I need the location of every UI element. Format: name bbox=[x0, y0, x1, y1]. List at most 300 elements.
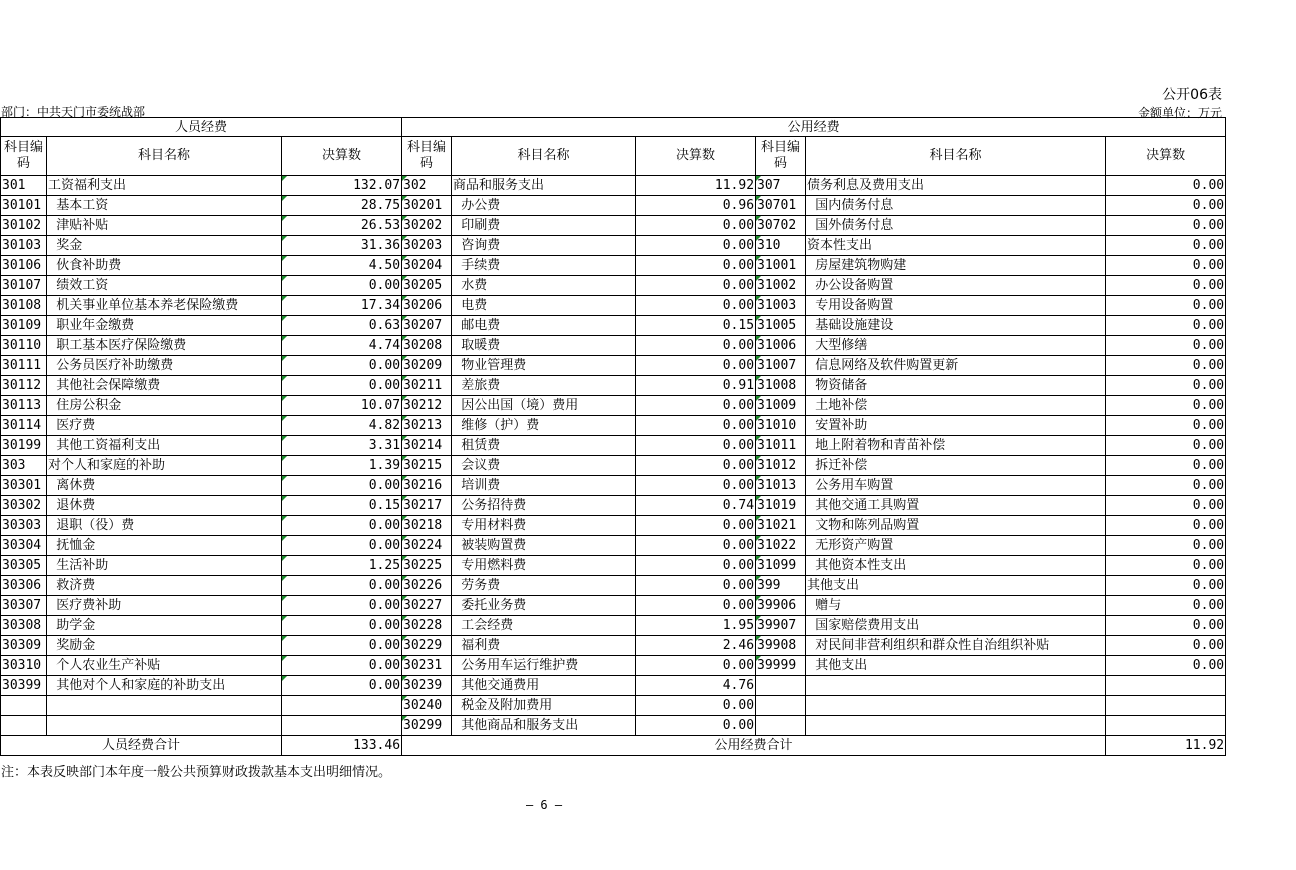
cell-code: 30107 bbox=[1, 276, 47, 296]
cell-name: 个人农业生产补贴 bbox=[47, 656, 282, 676]
cell-code: 30228 bbox=[402, 616, 452, 636]
cell-name: 印刷费 bbox=[452, 216, 636, 236]
cell-name: 专用设备购置 bbox=[806, 296, 1106, 316]
cell-name: 税金及附加费用 bbox=[452, 696, 636, 716]
cell-name: 其他支出 bbox=[806, 576, 1106, 596]
cell-name: 退休费 bbox=[47, 496, 282, 516]
cell-code: 30307 bbox=[1, 596, 47, 616]
col-name-header: 科目名称 bbox=[806, 137, 1106, 176]
cell-amount: 0.15 bbox=[282, 496, 402, 516]
cell-amount: 0.00 bbox=[1106, 476, 1226, 496]
personnel-total-value: 133.46 bbox=[282, 736, 402, 756]
table-row bbox=[1, 216, 1226, 236]
table-row bbox=[1, 696, 1226, 716]
cell-code: 30110 bbox=[1, 336, 47, 356]
cell-code: 31011 bbox=[756, 436, 806, 456]
cell-amount: 0.00 bbox=[1106, 316, 1226, 336]
cell-amount: 0.00 bbox=[282, 676, 402, 696]
cell-code: 31013 bbox=[756, 476, 806, 496]
cell-name: 取暖费 bbox=[452, 336, 636, 356]
cell-code: 30702 bbox=[756, 216, 806, 236]
cell-amount: 0.00 bbox=[636, 516, 756, 536]
cell-amount: 0.00 bbox=[1106, 436, 1226, 456]
cell-code: 30225 bbox=[402, 556, 452, 576]
department-label: 部门：中共天门市委统战部 bbox=[1, 105, 146, 119]
cell-code: 39999 bbox=[756, 656, 806, 676]
cell-name: 津贴补贴 bbox=[47, 216, 282, 236]
cell-amount: 31.36 bbox=[282, 236, 402, 256]
cell-code: 30299 bbox=[402, 716, 452, 736]
cell-name: 基础设施建设 bbox=[806, 316, 1106, 336]
cell-amount: 0.00 bbox=[1106, 656, 1226, 676]
cell-code: 301 bbox=[1, 176, 47, 196]
cell-amount: 0.00 bbox=[282, 356, 402, 376]
cell-name bbox=[806, 676, 1106, 696]
cell-amount bbox=[1106, 676, 1226, 696]
cell-code: 303 bbox=[1, 456, 47, 476]
col-code-header: 科目编码 bbox=[402, 137, 452, 176]
cell-amount: 0.00 bbox=[636, 476, 756, 496]
table-row bbox=[1, 556, 1226, 576]
cell-amount: 0.00 bbox=[1106, 216, 1226, 236]
cell-amount: 0.00 bbox=[1106, 276, 1226, 296]
cell-name: 国家赔偿费用支出 bbox=[806, 616, 1106, 636]
cell-amount: 0.00 bbox=[1106, 456, 1226, 476]
cell-code: 30214 bbox=[402, 436, 452, 456]
cell-amount: 1.25 bbox=[282, 556, 402, 576]
cell-amount: 0.00 bbox=[1106, 196, 1226, 216]
cell-code: 30224 bbox=[402, 536, 452, 556]
cell-code: 31005 bbox=[756, 316, 806, 336]
cell-code: 30309 bbox=[1, 636, 47, 656]
cell-code: 30199 bbox=[1, 436, 47, 456]
cell-name: 维修（护）费 bbox=[452, 416, 636, 436]
cell-amount: 0.00 bbox=[636, 716, 756, 736]
cell-code: 30101 bbox=[1, 196, 47, 216]
cell-code: 31008 bbox=[756, 376, 806, 396]
cell-name: 水费 bbox=[452, 276, 636, 296]
cell-code: 31099 bbox=[756, 556, 806, 576]
cell-amount: 0.15 bbox=[636, 316, 756, 336]
cell-amount: 0.00 bbox=[636, 456, 756, 476]
cell-name: 公务用车运行维护费 bbox=[452, 656, 636, 676]
cell-code: 30301 bbox=[1, 476, 47, 496]
col-code-header: 科目编码 bbox=[1, 137, 47, 176]
cell-name bbox=[47, 696, 282, 716]
cell-code: 30303 bbox=[1, 516, 47, 536]
table-row bbox=[1, 436, 1226, 456]
public-total-label: 公用经费合计 bbox=[402, 736, 1106, 756]
cell-name: 培训费 bbox=[452, 476, 636, 496]
cell-name: 会议费 bbox=[452, 456, 636, 476]
cell-amount: 0.00 bbox=[636, 336, 756, 356]
cell-amount: 0.00 bbox=[1106, 616, 1226, 636]
cell-amount: 0.00 bbox=[282, 636, 402, 656]
cell-code: 39908 bbox=[756, 636, 806, 656]
cell-name: 安置补助 bbox=[806, 416, 1106, 436]
cell-name: 物资储备 bbox=[806, 376, 1106, 396]
totals-row bbox=[1, 736, 1226, 756]
cell-amount: 0.00 bbox=[1106, 596, 1226, 616]
cell-name: 对民间非营利组织和群众性自治组织补贴 bbox=[806, 636, 1106, 656]
cell-code: 30202 bbox=[402, 216, 452, 236]
cell-amount: 0.00 bbox=[282, 516, 402, 536]
cell-amount: 0.00 bbox=[636, 416, 756, 436]
cell-name: 赠与 bbox=[806, 596, 1106, 616]
personnel-total-label: 人员经费合计 bbox=[1, 736, 282, 756]
table-row bbox=[1, 356, 1226, 376]
cell-code: 307 bbox=[756, 176, 806, 196]
expenditure-table bbox=[0, 117, 1226, 756]
cell-code: 30113 bbox=[1, 396, 47, 416]
cell-code: 30226 bbox=[402, 576, 452, 596]
cell-name: 其他对个人和家庭的补助支出 bbox=[47, 676, 282, 696]
table-row bbox=[1, 516, 1226, 536]
col-amount-header: 决算数 bbox=[282, 137, 402, 176]
table-row bbox=[1, 496, 1226, 516]
cell-amount: 132.07 bbox=[282, 176, 402, 196]
cell-name: 房屋建筑物购建 bbox=[806, 256, 1106, 276]
cell-name: 基本工资 bbox=[47, 196, 282, 216]
cell-name bbox=[47, 716, 282, 736]
cell-code: 30240 bbox=[402, 696, 452, 716]
cell-code: 30229 bbox=[402, 636, 452, 656]
cell-amount: 0.91 bbox=[636, 376, 756, 396]
cell-amount: 26.53 bbox=[282, 216, 402, 236]
cell-name bbox=[806, 696, 1106, 716]
cell-name: 工资福利支出 bbox=[47, 176, 282, 196]
table-row bbox=[1, 236, 1226, 256]
cell-name: 信息网络及软件购置更新 bbox=[806, 356, 1106, 376]
cell-name: 公务员医疗补助缴费 bbox=[47, 356, 282, 376]
col-name-header: 科目名称 bbox=[47, 137, 282, 176]
cell-amount: 0.00 bbox=[1106, 636, 1226, 656]
cell-code: 30217 bbox=[402, 496, 452, 516]
cell-amount: 0.00 bbox=[1106, 176, 1226, 196]
cell-code: 30206 bbox=[402, 296, 452, 316]
cell-name: 抚恤金 bbox=[47, 536, 282, 556]
col-amount-header: 决算数 bbox=[1106, 137, 1226, 176]
table-row bbox=[1, 636, 1226, 656]
cell-amount: 0.00 bbox=[636, 656, 756, 676]
cell-name: 咨询费 bbox=[452, 236, 636, 256]
table-row bbox=[1, 396, 1226, 416]
cell-code: 39906 bbox=[756, 596, 806, 616]
table-row bbox=[1, 676, 1226, 696]
amount-unit-label: 金额单位：万元 bbox=[1137, 106, 1222, 120]
cell-name: 工会经费 bbox=[452, 616, 636, 636]
col-amount-header: 决算数 bbox=[636, 137, 756, 176]
page-number: — 6 — bbox=[525, 798, 563, 812]
cell-name: 对个人和家庭的补助 bbox=[47, 456, 282, 476]
cell-name: 住房公积金 bbox=[47, 396, 282, 416]
cell-code: 30109 bbox=[1, 316, 47, 336]
cell-name: 电费 bbox=[452, 296, 636, 316]
cell-amount: 0.00 bbox=[1106, 296, 1226, 316]
cell-code bbox=[1, 696, 47, 716]
table-row bbox=[1, 296, 1226, 316]
cell-name: 办公费 bbox=[452, 196, 636, 216]
table-row bbox=[1, 536, 1226, 556]
cell-code: 30208 bbox=[402, 336, 452, 356]
cell-code: 30239 bbox=[402, 676, 452, 696]
cell-amount: 4.76 bbox=[636, 676, 756, 696]
cell-amount: 17.34 bbox=[282, 296, 402, 316]
cell-code bbox=[756, 696, 806, 716]
cell-name: 其他社会保障缴费 bbox=[47, 376, 282, 396]
table-row bbox=[1, 656, 1226, 676]
cell-name: 物业管理费 bbox=[452, 356, 636, 376]
cell-code: 30103 bbox=[1, 236, 47, 256]
cell-amount: 0.00 bbox=[636, 236, 756, 256]
cell-code bbox=[1, 716, 47, 736]
cell-name: 机关事业单位基本养老保险缴费 bbox=[47, 296, 282, 316]
cell-amount: 0.00 bbox=[1106, 356, 1226, 376]
cell-amount bbox=[1106, 696, 1226, 716]
cell-amount: 1.95 bbox=[636, 616, 756, 636]
cell-code: 30215 bbox=[402, 456, 452, 476]
cell-code: 30212 bbox=[402, 396, 452, 416]
cell-code: 302 bbox=[402, 176, 452, 196]
table-row bbox=[1, 276, 1226, 296]
cell-name: 伙食补助费 bbox=[47, 256, 282, 276]
cell-code: 30204 bbox=[402, 256, 452, 276]
cell-code: 31022 bbox=[756, 536, 806, 556]
cell-code: 30701 bbox=[756, 196, 806, 216]
cell-name: 拆迁补偿 bbox=[806, 456, 1106, 476]
cell-amount: 0.00 bbox=[282, 376, 402, 396]
cell-amount: 0.00 bbox=[636, 436, 756, 456]
cell-amount: 0.00 bbox=[636, 356, 756, 376]
cell-amount: 0.00 bbox=[636, 696, 756, 716]
cell-name: 租赁费 bbox=[452, 436, 636, 456]
cell-code: 31001 bbox=[756, 256, 806, 276]
cell-code: 31006 bbox=[756, 336, 806, 356]
cell-amount: 0.00 bbox=[1106, 536, 1226, 556]
cell-name: 公务招待费 bbox=[452, 496, 636, 516]
cell-name: 医疗费补助 bbox=[47, 596, 282, 616]
cell-code: 30106 bbox=[1, 256, 47, 276]
cell-code: 30213 bbox=[402, 416, 452, 436]
cell-amount: 0.00 bbox=[636, 576, 756, 596]
cell-code: 30112 bbox=[1, 376, 47, 396]
cell-name: 国外债务付息 bbox=[806, 216, 1106, 236]
cell-code: 30304 bbox=[1, 536, 47, 556]
cell-amount: 0.00 bbox=[636, 216, 756, 236]
cell-amount: 4.82 bbox=[282, 416, 402, 436]
cell-amount: 0.00 bbox=[1106, 496, 1226, 516]
cell-code: 30218 bbox=[402, 516, 452, 536]
cell-code bbox=[756, 676, 806, 696]
cell-amount: 0.00 bbox=[1106, 396, 1226, 416]
cell-name: 生活补助 bbox=[47, 556, 282, 576]
cell-code: 30108 bbox=[1, 296, 47, 316]
cell-name: 专用燃料费 bbox=[452, 556, 636, 576]
cell-amount: 2.46 bbox=[636, 636, 756, 656]
cell-name: 职业年金缴费 bbox=[47, 316, 282, 336]
cell-code: 31009 bbox=[756, 396, 806, 416]
cell-name: 差旅费 bbox=[452, 376, 636, 396]
cell-amount: 0.96 bbox=[636, 196, 756, 216]
cell-code: 31002 bbox=[756, 276, 806, 296]
cell-name: 文物和陈列品购置 bbox=[806, 516, 1106, 536]
cell-code: 39907 bbox=[756, 616, 806, 636]
cell-code: 30201 bbox=[402, 196, 452, 216]
cell-amount: 0.00 bbox=[1106, 236, 1226, 256]
cell-name: 其他资本性支出 bbox=[806, 556, 1106, 576]
cell-code: 30216 bbox=[402, 476, 452, 496]
cell-amount: 0.00 bbox=[1106, 576, 1226, 596]
cell-amount: 0.00 bbox=[636, 596, 756, 616]
cell-amount: 0.00 bbox=[282, 656, 402, 676]
table-row bbox=[1, 616, 1226, 636]
cell-amount: 0.00 bbox=[282, 596, 402, 616]
cell-name bbox=[806, 716, 1106, 736]
cell-code: 30205 bbox=[402, 276, 452, 296]
cell-name: 离休费 bbox=[47, 476, 282, 496]
cell-amount: 0.00 bbox=[636, 296, 756, 316]
cell-amount: 0.00 bbox=[636, 556, 756, 576]
cell-amount: 0.00 bbox=[1106, 336, 1226, 356]
section-personnel-header: 人员经费 bbox=[1, 118, 402, 137]
cell-amount: 0.00 bbox=[282, 536, 402, 556]
cell-code: 31021 bbox=[756, 516, 806, 536]
cell-code: 30227 bbox=[402, 596, 452, 616]
cell-name: 地上附着物和青苗补偿 bbox=[806, 436, 1106, 456]
cell-amount: 0.00 bbox=[1106, 416, 1226, 436]
cell-amount: 0.00 bbox=[636, 276, 756, 296]
cell-amount: 10.07 bbox=[282, 396, 402, 416]
cell-code: 31010 bbox=[756, 416, 806, 436]
cell-code: 30306 bbox=[1, 576, 47, 596]
cell-code: 30310 bbox=[1, 656, 47, 676]
cell-code: 30209 bbox=[402, 356, 452, 376]
cell-name: 债务利息及费用支出 bbox=[806, 176, 1106, 196]
cell-amount: 11.92 bbox=[636, 176, 756, 196]
cell-name: 其他支出 bbox=[806, 656, 1106, 676]
cell-name: 土地补偿 bbox=[806, 396, 1106, 416]
cell-code bbox=[756, 716, 806, 736]
cell-amount: 1.39 bbox=[282, 456, 402, 476]
cell-amount: 0.00 bbox=[282, 616, 402, 636]
table-row bbox=[1, 256, 1226, 276]
cell-name: 其他交通费用 bbox=[452, 676, 636, 696]
cell-amount: 0.74 bbox=[636, 496, 756, 516]
cell-name: 资本性支出 bbox=[806, 236, 1106, 256]
cell-code: 30102 bbox=[1, 216, 47, 236]
cell-amount: 0.00 bbox=[636, 536, 756, 556]
cell-code: 30308 bbox=[1, 616, 47, 636]
public-total-value: 11.92 bbox=[1106, 736, 1226, 756]
table-note: 注：本表反映部门本年度一般公共预算财政拨款基本支出明细情况。 bbox=[1, 765, 392, 780]
cell-name: 其他交通工具购置 bbox=[806, 496, 1106, 516]
cell-name: 助学金 bbox=[47, 616, 282, 636]
cell-code: 30305 bbox=[1, 556, 47, 576]
cell-name: 医疗费 bbox=[47, 416, 282, 436]
cell-amount: 0.00 bbox=[282, 476, 402, 496]
cell-name: 其他工资福利支出 bbox=[47, 436, 282, 456]
table-row bbox=[1, 336, 1226, 356]
section-public-header: 公用经费 bbox=[402, 118, 1226, 137]
cell-amount: 0.00 bbox=[1106, 556, 1226, 576]
cell-code: 30231 bbox=[402, 656, 452, 676]
cell-name: 大型修缮 bbox=[806, 336, 1106, 356]
cell-name: 邮电费 bbox=[452, 316, 636, 336]
cell-amount bbox=[282, 696, 402, 716]
cell-name: 商品和服务支出 bbox=[452, 176, 636, 196]
cell-amount: 0.00 bbox=[282, 276, 402, 296]
cell-amount: 0.00 bbox=[1106, 516, 1226, 536]
cell-code: 399 bbox=[756, 576, 806, 596]
cell-name: 救济费 bbox=[47, 576, 282, 596]
table-row bbox=[1, 576, 1226, 596]
cell-code: 30302 bbox=[1, 496, 47, 516]
table-row bbox=[1, 416, 1226, 436]
table-row bbox=[1, 716, 1226, 736]
cell-name: 福利费 bbox=[452, 636, 636, 656]
cell-code: 30207 bbox=[402, 316, 452, 336]
cell-name: 职工基本医疗保险缴费 bbox=[47, 336, 282, 356]
cell-code: 31019 bbox=[756, 496, 806, 516]
cell-code: 31007 bbox=[756, 356, 806, 376]
cell-amount: 4.50 bbox=[282, 256, 402, 276]
table-row bbox=[1, 316, 1226, 336]
cell-name: 公务用车购置 bbox=[806, 476, 1106, 496]
cell-code: 310 bbox=[756, 236, 806, 256]
cell-name: 专用材料费 bbox=[452, 516, 636, 536]
table-row bbox=[1, 456, 1226, 476]
cell-amount: 28.75 bbox=[282, 196, 402, 216]
cell-code: 30114 bbox=[1, 416, 47, 436]
cell-name: 无形资产购置 bbox=[806, 536, 1106, 556]
cell-name: 被装购置费 bbox=[452, 536, 636, 556]
form-number: 公开06表 bbox=[1162, 87, 1222, 103]
table-row bbox=[1, 476, 1226, 496]
cell-amount: 0.00 bbox=[1106, 376, 1226, 396]
cell-name: 绩效工资 bbox=[47, 276, 282, 296]
cell-amount: 0.63 bbox=[282, 316, 402, 336]
table-row bbox=[1, 196, 1226, 216]
cell-amount: 3.31 bbox=[282, 436, 402, 456]
table-row bbox=[1, 596, 1226, 616]
table-row bbox=[1, 376, 1226, 396]
col-name-header: 科目名称 bbox=[452, 137, 636, 176]
cell-amount: 4.74 bbox=[282, 336, 402, 356]
cell-amount bbox=[282, 716, 402, 736]
table-row bbox=[1, 176, 1226, 196]
cell-amount: 0.00 bbox=[636, 396, 756, 416]
cell-name: 奖励金 bbox=[47, 636, 282, 656]
cell-amount: 0.00 bbox=[636, 256, 756, 276]
cell-amount bbox=[1106, 716, 1226, 736]
cell-name: 因公出国（境）费用 bbox=[452, 396, 636, 416]
cell-amount: 0.00 bbox=[282, 576, 402, 596]
cell-code: 31003 bbox=[756, 296, 806, 316]
col-code-header: 科目编码 bbox=[756, 137, 806, 176]
cell-code: 30111 bbox=[1, 356, 47, 376]
cell-name: 委托业务费 bbox=[452, 596, 636, 616]
cell-name: 国内债务付息 bbox=[806, 196, 1106, 216]
cell-code: 30399 bbox=[1, 676, 47, 696]
cell-code: 30211 bbox=[402, 376, 452, 396]
cell-name: 劳务费 bbox=[452, 576, 636, 596]
cell-code: 31012 bbox=[756, 456, 806, 476]
cell-name: 其他商品和服务支出 bbox=[452, 716, 636, 736]
cell-name: 奖金 bbox=[47, 236, 282, 256]
cell-name: 办公设备购置 bbox=[806, 276, 1106, 296]
cell-code: 30203 bbox=[402, 236, 452, 256]
cell-amount: 0.00 bbox=[1106, 256, 1226, 276]
